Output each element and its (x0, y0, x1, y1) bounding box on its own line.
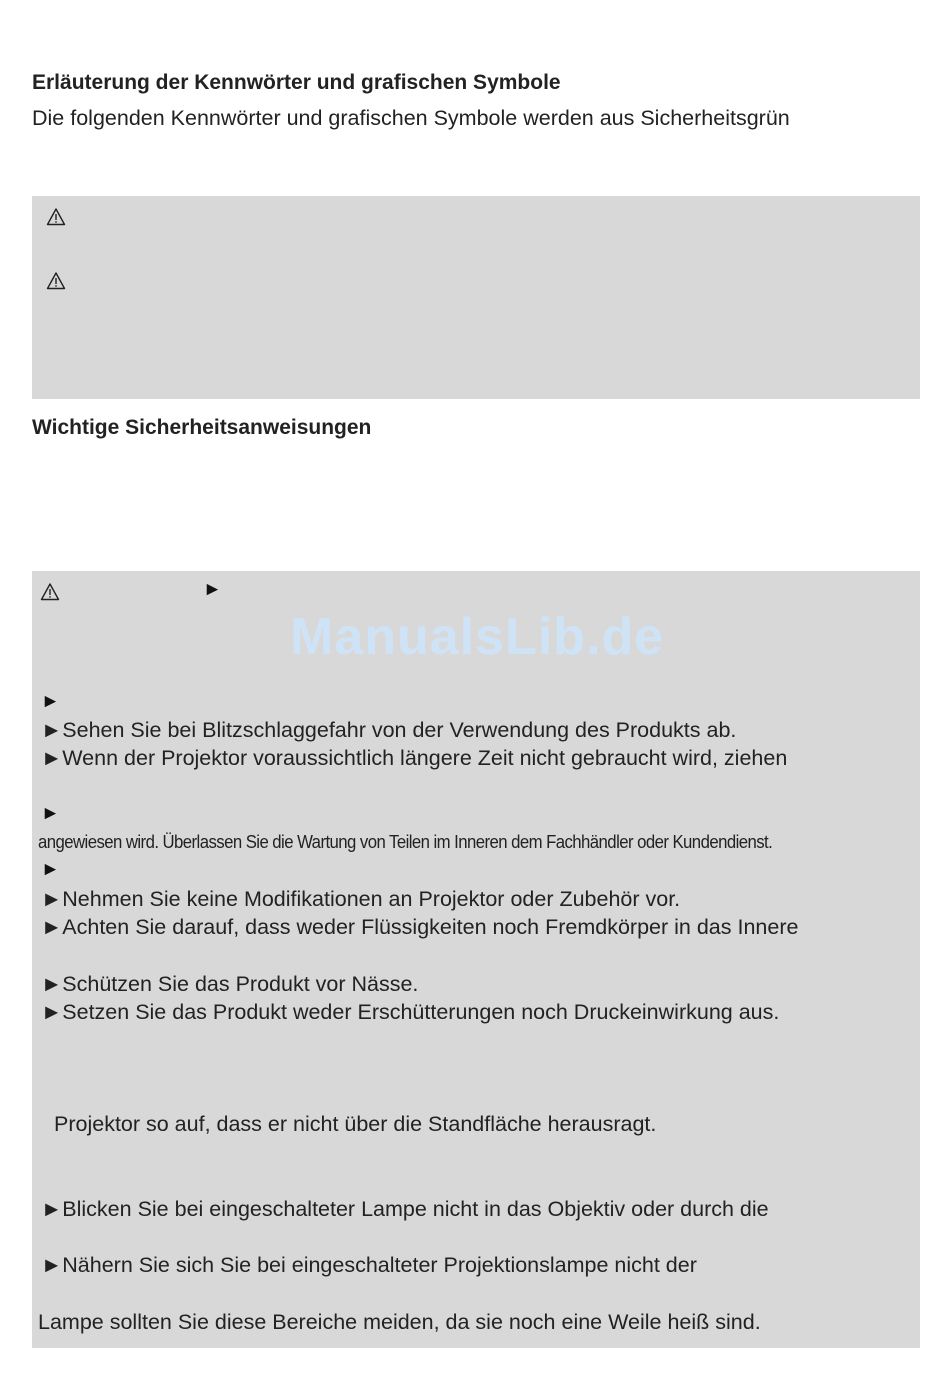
list-item: ►Setzen Sie das Produkt weder Erschütterungen noch Druckeinwirkung aus. (41, 1000, 780, 1024)
safety-title: Wichtige Sicherheitsanweisungen (32, 416, 372, 439)
list-item: ►Sehen Sie bei Blitzschlaggefahr von der Verwendung des Produkts ab. (41, 718, 737, 742)
symbols-box (32, 196, 920, 399)
list-item: ►Blicken Sie bei eingeschalteter Lampe nicht in das Objektiv oder durch die (41, 1197, 769, 1221)
watermark: ManualsLib.de (290, 608, 665, 666)
warning-icon (46, 207, 66, 227)
intro-text: Die folgenden Kennwörter und grafischen Symbole werden aus Sicherheitsgrün (32, 106, 790, 130)
list-item: ►Wenn der Projektor voraussichtlich längere Zeit nicht gebraucht wird, ziehen (41, 746, 788, 770)
list-item: ►Nehmen Sie keine Modifikationen an Projektor oder Zubehör vor. (41, 887, 681, 911)
warning-icon (40, 582, 60, 602)
bullet-arrow-icon: ► (41, 1000, 63, 1024)
bullet-arrow-icon: ► (41, 718, 63, 742)
bullet-arrow-icon: ► (41, 859, 60, 880)
bullet-arrow-icon: ► (41, 746, 63, 770)
bullet-arrow-icon: ► (41, 915, 63, 939)
bullet-arrow-icon: ► (203, 579, 222, 600)
list-item: angewiesen wird. Überlassen Sie die Wartung von Teilen im Inneren dem Fachhändler oder Kundendienst. (38, 832, 773, 852)
bullet-arrow-icon: ► (41, 1253, 63, 1277)
list-item: ►Achten Sie darauf, dass weder Flüssigkeiten noch Fremdkörper in das Innere (41, 915, 799, 939)
caution-icon (46, 271, 66, 291)
list-item: Lampe sollten Sie diese Bereiche meiden, da sie noch eine Weile heiß sind. (38, 1310, 761, 1334)
bullet-arrow-icon: ► (41, 1197, 63, 1221)
bullet-arrow-icon: ► (41, 691, 60, 712)
safety-box (32, 571, 920, 1348)
bullet-arrow-icon: ► (41, 803, 60, 824)
bullet-arrow-icon: ► (41, 972, 63, 996)
section-title: Erläuterung der Kennwörter und grafischen Symbole (32, 71, 561, 94)
bullet-arrow-icon: ► (41, 887, 63, 911)
list-item: ►Nähern Sie sich Sie bei eingeschalteter Projektionslampe nicht der (41, 1253, 697, 1277)
list-item: ►Schützen Sie das Produkt vor Nässe. (41, 972, 419, 996)
list-item: Projektor so auf, dass er nicht über die Standfläche herausragt. (54, 1112, 657, 1136)
